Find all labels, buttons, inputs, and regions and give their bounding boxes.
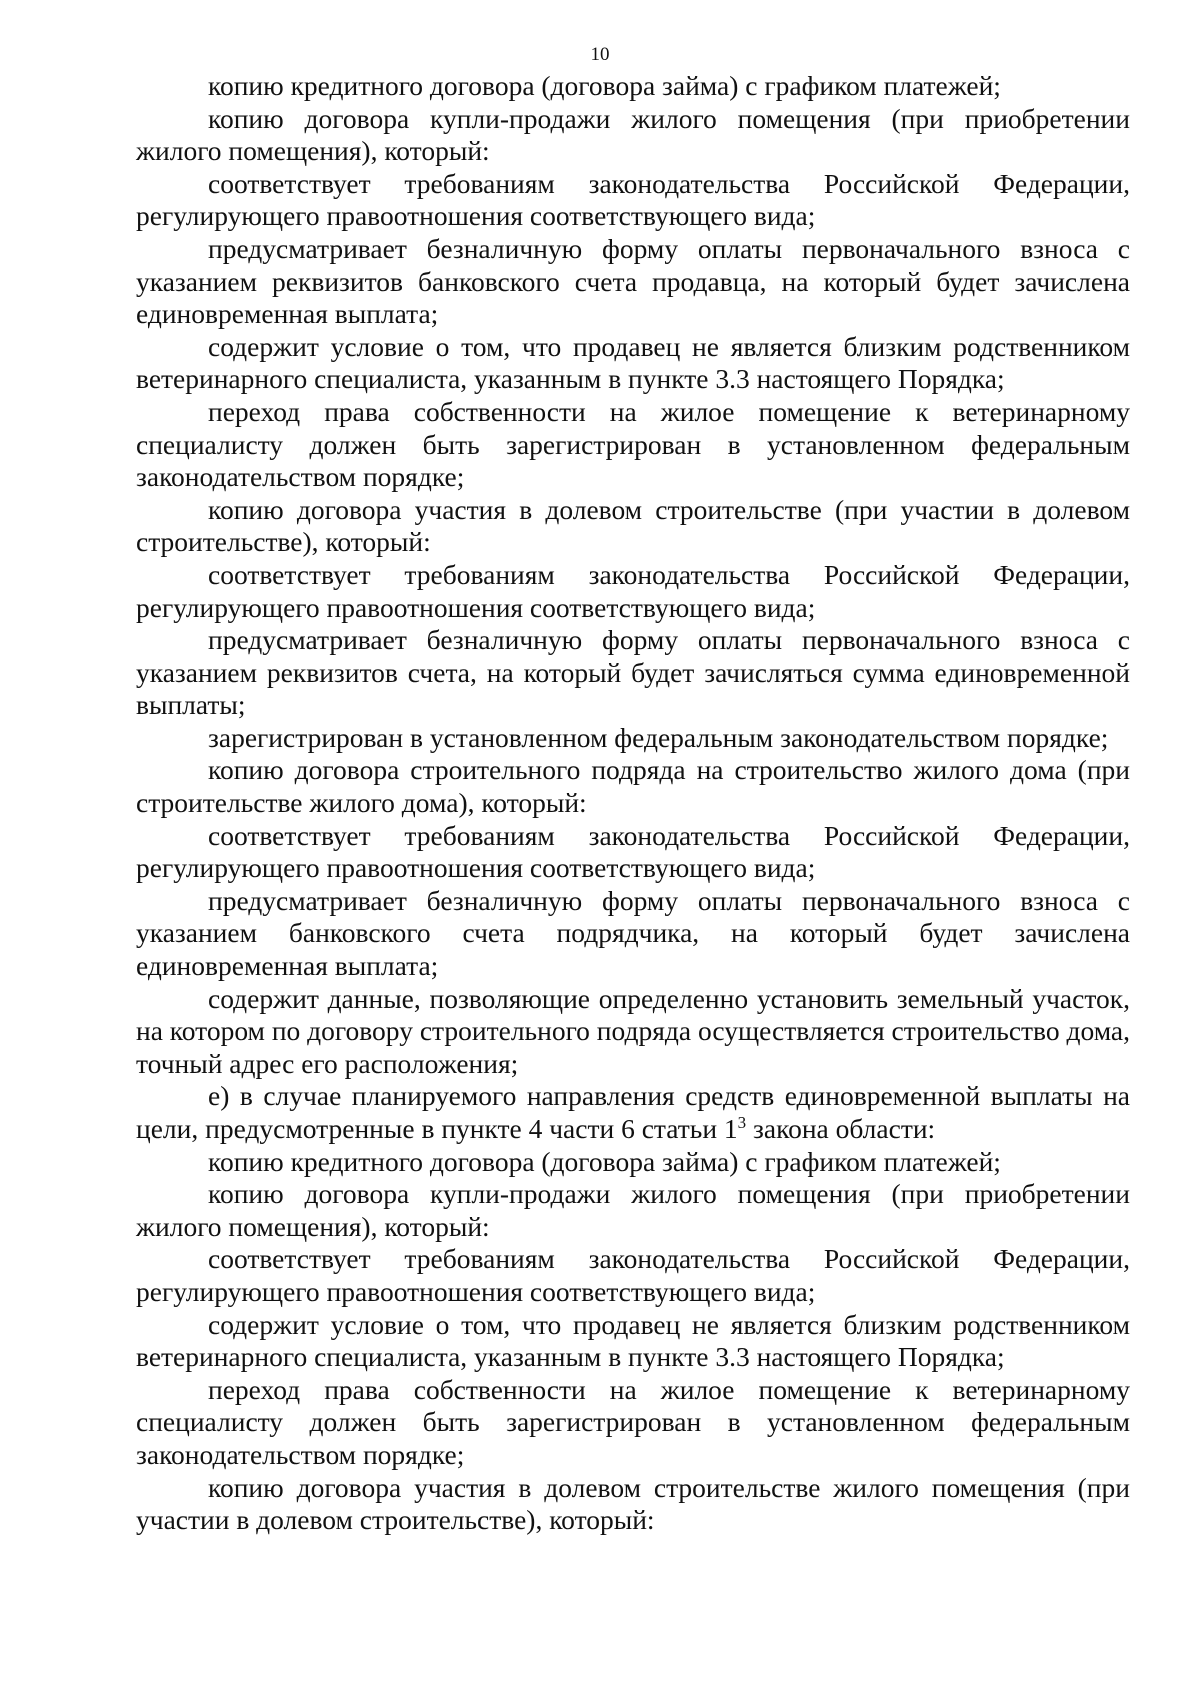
paragraph: зарегистрирован в установленном федеральным законодательством порядке;	[208, 721, 1109, 753]
paragraph: переход права собственности на жилое помещение к ветеринарному специалисту должен быть зарегистрирован в установленном федеральным законодательством порядке;	[136, 1373, 1130, 1470]
paragraph: предусматривает безналичную форму оплаты первоначального взноса с указанием реквизитов банковского счета продавца, на который будет зачислена единовременная выплата;	[136, 232, 1130, 330]
paragraph: копию договора строительного подряда на строительство жилого дома (при строительстве жилого дома), который:	[136, 754, 1130, 819]
paragraph-e-text: е) в случае планируемого направления средств единовременной выплаты на цели, предусмотренные в пункте 4 части 6 статьи 1	[136, 1080, 1130, 1144]
paragraph: содержит условие о том, что продавец не является близким родственником ветеринарного специалиста, указанным в пункте 3.3 настоящего Порядка;	[136, 1308, 1130, 1373]
paragraph: копию договора купли-продажи жилого помещения (при приобретении жилого помещения), который:	[136, 102, 1130, 167]
paragraph: предусматривает безналичную форму оплаты первоначального взноса с указанием реквизитов счета, на который будет зачисляться сумма единовременной выплаты;	[136, 624, 1130, 721]
paragraph: соответствует требованиям законодательства Российской Федерации, регулирующего правоотношения соответствующего вида;	[136, 1243, 1130, 1307]
paragraph: копию кредитного договора (договора займа) с графиком платежей;	[208, 1145, 1001, 1177]
paragraph: содержит условие о том, что продавец не является близким родственником ветеринарного специалиста, указанным в пункте 3.3 настоящего Порядка;	[136, 330, 1130, 395]
paragraph-e-text-end: закона области:	[746, 1113, 936, 1144]
paragraph: копию кредитного договора (договора займа) с графиком платежей;	[208, 70, 1001, 101]
paragraph: содержит данные, позволяющие определенно установить земельный участок, на котором по договору строительного подряда осуществляется строительство дома, точный адрес его расположения;	[136, 982, 1130, 1079]
superscript: 3	[737, 1112, 747, 1132]
page-number: 10	[590, 44, 610, 65]
paragraph: соответствует требованиям законодательства Российской Федерации, регулирующего правоотношения соответствующего вида;	[136, 819, 1130, 884]
paragraph: предусматривает безналичную форму оплаты первоначального взноса с указанием банковского счета подрядчика, на который будет зачислена единовременная выплата;	[136, 884, 1130, 982]
paragraph: копию договора купли-продажи жилого помещения (при приобретении жилого помещения), который:	[136, 1178, 1130, 1242]
paragraph: копию договора участия в долевом строительстве жилого помещения (при участии в долевом строительстве), который:	[136, 1471, 1130, 1536]
paragraph: соответствует требованиям законодательства Российской Федерации, регулирующего правоотношения соответствующего вида;	[136, 167, 1130, 232]
paragraph-e	[136, 1080, 1130, 1145]
paragraph: переход права собственности на жилое помещение к ветеринарному специалисту должен быть зарегистрирован в установленном федеральным законодательством порядке;	[136, 395, 1130, 493]
document-body	[136, 70, 1130, 1537]
paragraph: копию договора участия в долевом строительстве (при участии в долевом строительстве), который:	[136, 493, 1130, 558]
paragraph: соответствует требованиям законодательства Российской Федерации, регулирующего правоотношения соответствующего вида;	[136, 558, 1130, 623]
